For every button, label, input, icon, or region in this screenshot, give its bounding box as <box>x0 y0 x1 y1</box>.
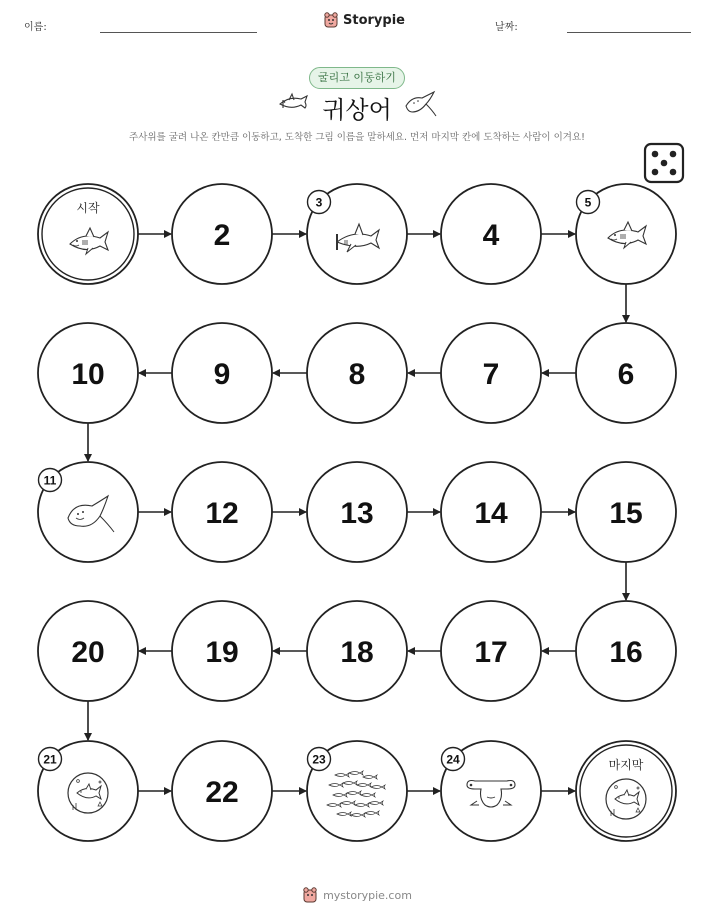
brand-name: Storypie <box>343 12 405 28</box>
space-number: 12 <box>205 497 239 530</box>
space-number: 19 <box>205 636 239 669</box>
activity-tag: 굴리고 이동하기 <box>309 67 405 89</box>
board-space-3[interactable] <box>307 184 407 284</box>
board-space-20[interactable] <box>38 601 138 701</box>
board-space-17[interactable] <box>441 601 541 701</box>
space-number: 13 <box>340 497 374 530</box>
board-space-21[interactable] <box>38 741 138 841</box>
board-space-4[interactable] <box>441 184 541 284</box>
board-space-15[interactable] <box>576 462 676 562</box>
footer-url[interactable]: mystorypie.com <box>323 888 412 902</box>
space-number: 20 <box>71 636 105 669</box>
space-number: 15 <box>609 497 643 530</box>
space-number: 23 <box>312 752 326 767</box>
space-number: 4 <box>482 219 500 252</box>
board-space-1[interactable] <box>38 184 138 284</box>
space-number: 3 <box>315 195 323 210</box>
board-space-19[interactable] <box>172 601 272 701</box>
board-space-8[interactable] <box>307 323 407 423</box>
mascot-icon <box>302 886 318 904</box>
board-space-9[interactable] <box>172 323 272 423</box>
board-space-16[interactable] <box>576 601 676 701</box>
board-space-18[interactable] <box>307 601 407 701</box>
board-space-24[interactable] <box>441 741 541 841</box>
board-space-6[interactable] <box>576 323 676 423</box>
instructions: 주사위를 굴려 나온 칸만큼 이동하고, 도착한 그림 이름을 말하세요. 먼저 마지막 칸에 도착하는 사람이 이겨요! <box>129 132 585 143</box>
board-space-2[interactable] <box>172 184 272 284</box>
space-number: 8 <box>348 358 366 391</box>
space-label: 시작 <box>76 201 100 215</box>
board-space-25[interactable] <box>576 741 676 841</box>
space-number: 16 <box>609 636 643 669</box>
board-space-5[interactable] <box>576 184 676 284</box>
board-space-12[interactable] <box>172 462 272 562</box>
space-label: 마지막 <box>608 758 644 772</box>
space-number: 10 <box>71 358 105 391</box>
page-title: 귀상어 <box>322 96 392 124</box>
space-number: 22 <box>205 776 239 809</box>
space-number: 5 <box>584 195 592 210</box>
space-number: 11 <box>43 473 57 488</box>
footer <box>0 886 714 904</box>
space-number: 7 <box>482 358 500 391</box>
space-number: 14 <box>474 497 508 530</box>
board-space-10[interactable] <box>38 323 138 423</box>
space-number: 17 <box>474 636 508 669</box>
board-space-13[interactable] <box>307 462 407 562</box>
board-space-22[interactable] <box>172 741 272 841</box>
name-label: 이름: <box>24 22 47 33</box>
space-number: 18 <box>340 636 374 669</box>
shark-bubble-icon <box>606 779 646 819</box>
board-space-23[interactable] <box>307 741 407 841</box>
space-number: 6 <box>617 358 635 391</box>
space-number: 24 <box>446 752 460 767</box>
shark-bubble-icon <box>68 773 108 813</box>
space-number: 9 <box>213 358 231 391</box>
space-number: 21 <box>43 752 57 767</box>
board-space-14[interactable] <box>441 462 541 562</box>
board-space-7[interactable] <box>441 323 541 423</box>
space-number: 2 <box>213 219 231 252</box>
date-label: 날짜: <box>495 22 518 33</box>
board-space-11[interactable] <box>38 462 138 562</box>
